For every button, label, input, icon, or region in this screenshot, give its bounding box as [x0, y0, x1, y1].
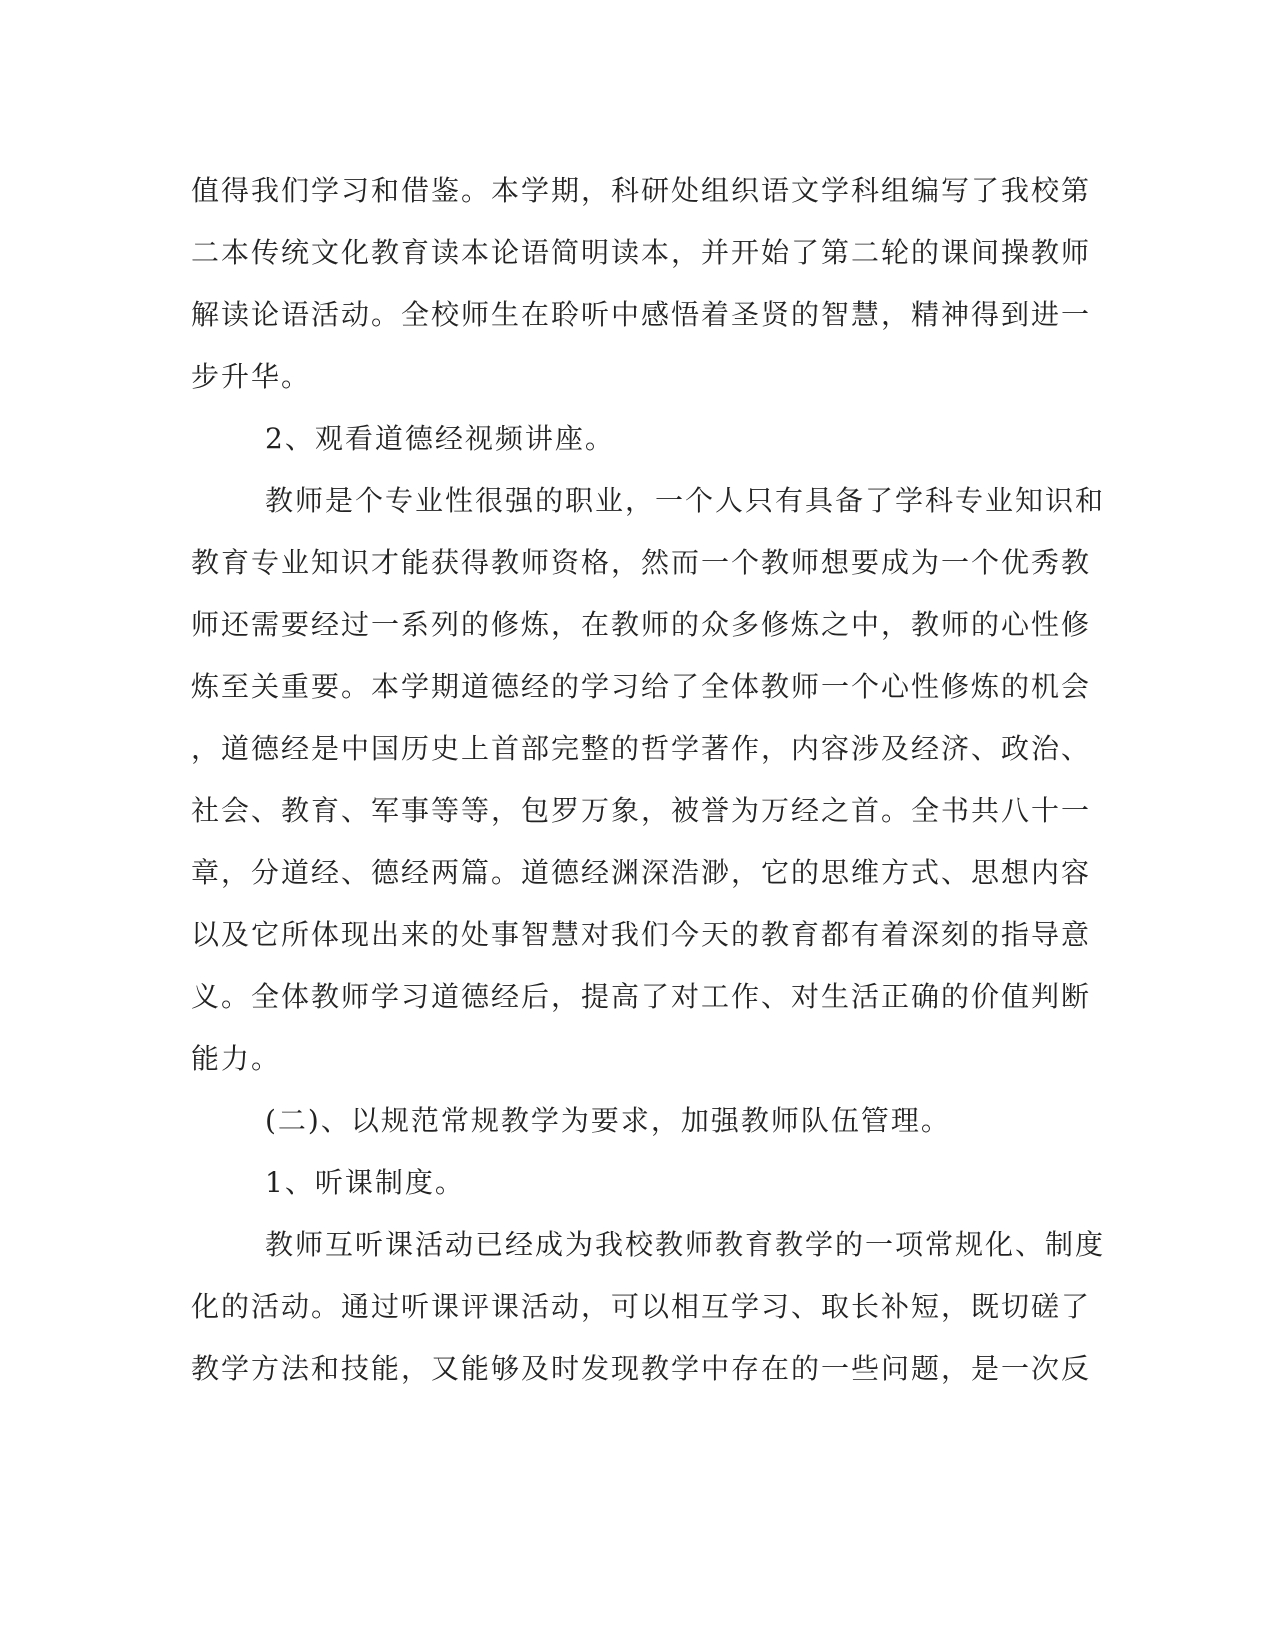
text-line: 师还需要经过一系列的修炼，在教师的众多修炼之中，教师的心性修	[191, 608, 1092, 641]
text-line: 教师是个专业性很强的职业，一个人只有具备了学科专业知识和	[265, 484, 1106, 517]
text-line: 解读论语活动。全校师生在聆听中感悟着圣贤的智慧，精神得到进一	[191, 298, 1092, 331]
text-line: 二本传统文化教育读本论语简明读本，并开始了第二轮的课间操教师	[191, 236, 1092, 269]
text-line: 以及它所体现出来的处事智慧对我们今天的教育都有着深刻的指导意	[191, 918, 1092, 951]
text-line: 化的活动。通过听课评课活动，可以相互学习、取长补短，既切磋了	[191, 1290, 1092, 1323]
text-line: 值得我们学习和借鉴。本学期，科研处组织语文学科组编写了我校第	[191, 174, 1092, 207]
text-line: 炼至关重要。本学期道德经的学习给了全体教师一个心性修炼的机会	[191, 670, 1092, 703]
text-line: 教学方法和技能，又能够及时发现教学中存在的一些问题，是一次反	[191, 1352, 1092, 1385]
section-heading: 2、观看道德经视频讲座。	[265, 422, 615, 455]
body-text	[191, 160, 1106, 1400]
text-line: 步升华。	[191, 360, 312, 393]
text-line: 能力。	[191, 1042, 282, 1075]
text-line: ，道德经是中国历史上首部完整的哲学著作，内容涉及经济、政治、	[191, 732, 1092, 765]
text-line: 章，分道经、德经两篇。道德经渊深浩渺，它的思维方式、思想内容	[191, 856, 1092, 889]
section-heading: (二)、以规范常规教学为要求，加强教师队伍管理。	[265, 1104, 951, 1137]
section-heading: 1、听课制度。	[265, 1166, 465, 1199]
text-line: 义。全体教师学习道德经后，提高了对工作、对生活正确的价值判断	[191, 980, 1092, 1013]
text-line: 教育专业知识才能获得教师资格，然而一个教师想要成为一个优秀教	[191, 546, 1092, 579]
text-line: 社会、教育、军事等等，包罗万象，被誉为万经之首。全书共八十一	[191, 794, 1092, 827]
text-line: 教师互听课活动已经成为我校教师教育教学的一项常规化、制度	[265, 1228, 1106, 1261]
